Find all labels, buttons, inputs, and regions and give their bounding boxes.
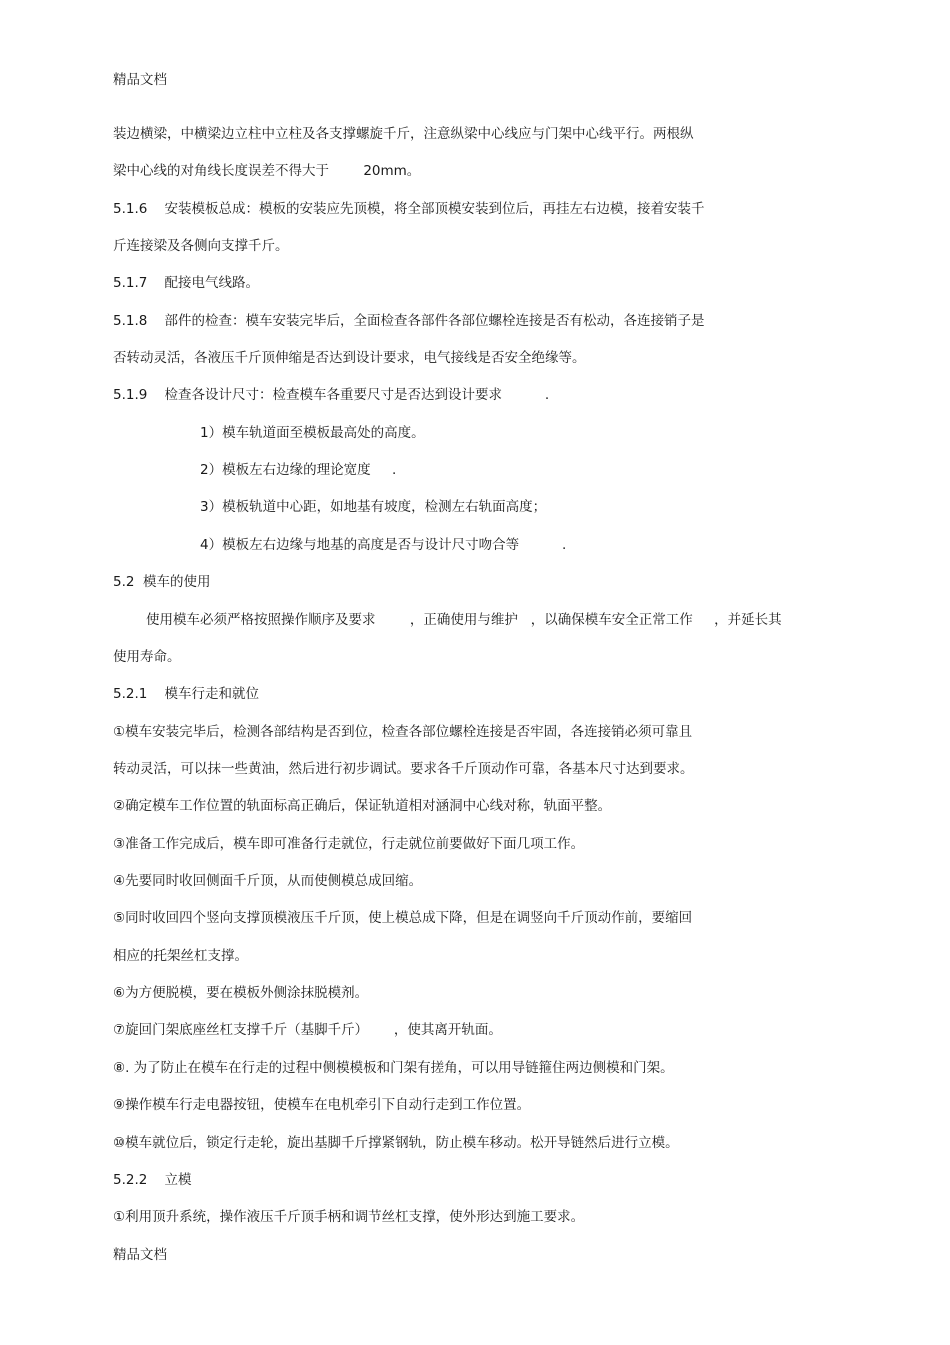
text-line: ②确定模车工作位置的轨面标高正确后，保证轨道相对涵洞中心线对称，轨面平整。: [113, 798, 612, 814]
text-line: ⑦旋回门架底座丝杠支撑千斤（基脚千斤） ，使其离开轨面。: [113, 1022, 502, 1038]
text-line: ①利用顶升系统，操作液压千斤顶手柄和调节丝杠支撑，使外形达到施工要求。: [113, 1209, 585, 1225]
section-heading: 5.2.2 立模: [113, 1172, 192, 1188]
text-line: ⑨操作模车行走电器按钮，使模车在电机牵引下自动行走到工作位置。: [113, 1097, 531, 1113]
text-line: ①模车安装完毕后，检测各部结构是否到位，检查各部位螺栓连接是否牢固，各连接销必须可靠且: [113, 724, 693, 740]
text-line: ③准备工作完成后，模车即可准备行走就位，行走就位前要做好下面几项工作。: [113, 836, 585, 852]
text-line: ⑤同时收回四个竖向支撑顶模液压千斤顶，使上模总成下降，但是在调竖向千斤顶动作前，要缩回: [113, 910, 693, 926]
text-line: 转动灵活，可以抹一些黄油，然后进行初步调试。要求各千斤顶动作可靠，各基本尺寸达到要求。: [113, 761, 694, 777]
text-line: 使用模车必须严格按照操作顺序及要求 ，正确使用与维护 ，以确保模车安全正常工作 ，并延长其: [146, 612, 782, 628]
text-line: ④先要同时收回侧面千斤顶，从而使侧模总成回缩。: [113, 873, 423, 889]
text-line: 5.1.6 安装模板总成：模板的安装应先顶模，将全部顶模安装到位后，再挂左右边模，接着安装千: [113, 201, 705, 217]
text-line: 相应的托架丝杠支撑。: [113, 948, 248, 964]
text-line: 梁中心线的对角线长度误差不得大于 20mm。: [113, 163, 421, 179]
list-item: 2）模板左右边缘的理论宽度 .: [200, 462, 397, 478]
section-heading: 5.2 模车的使用: [113, 574, 211, 590]
text-line: 5.1.7 配接电气线路。: [113, 275, 260, 291]
text-line: ⑩模车就位后，锁定行走轮，旋出基脚千斤撑紧钢轨，防止模车移动。松开导链然后进行立模。: [113, 1135, 679, 1151]
list-item: 3）模板轨道中心距，如地基有坡度，检测左右轨面高度；: [200, 499, 547, 515]
list-item: 4）模板左右边缘与地基的高度是否与设计尺寸吻合等 .: [200, 537, 567, 553]
section-heading: 5.2.1 模车行走和就位: [113, 686, 260, 702]
page-footer: 精品文档: [113, 1247, 167, 1263]
text-line: 斤连接梁及各侧向支撑千斤。: [113, 238, 289, 254]
text-line: 装边横梁，中横梁边立柱中立柱及各支撑螺旋千斤，注意纵梁中心线应与门架中心线平行。两根纵: [113, 126, 694, 142]
text-line: 使用寿命。: [113, 649, 181, 665]
text-line: ⑥为方便脱模，要在模板外侧涂抹脱模剂。: [113, 985, 369, 1001]
text-line: 5.1.9 检查各设计尺寸：检查模车各重要尺寸是否达到设计要求 .: [113, 387, 550, 403]
text-line: ⑧. 为了防止在模车在行走的过程中侧模模板和门架有搓角，可以用导链箍住两边侧模和门架。: [113, 1060, 674, 1076]
text-line: 否转动灵活，各液压千斤顶伸缩是否达到设计要求，电气接线是否安全绝缘等。: [113, 350, 586, 366]
text-line: 5.1.8 部件的检查：模车安装完毕后，全面检查各部件各部位螺栓连接是否有松动，各连接销子是: [113, 313, 705, 329]
page-header: 精品文档: [113, 72, 167, 88]
list-item: 1）模车轨道面至模板最高处的高度。: [200, 425, 425, 441]
